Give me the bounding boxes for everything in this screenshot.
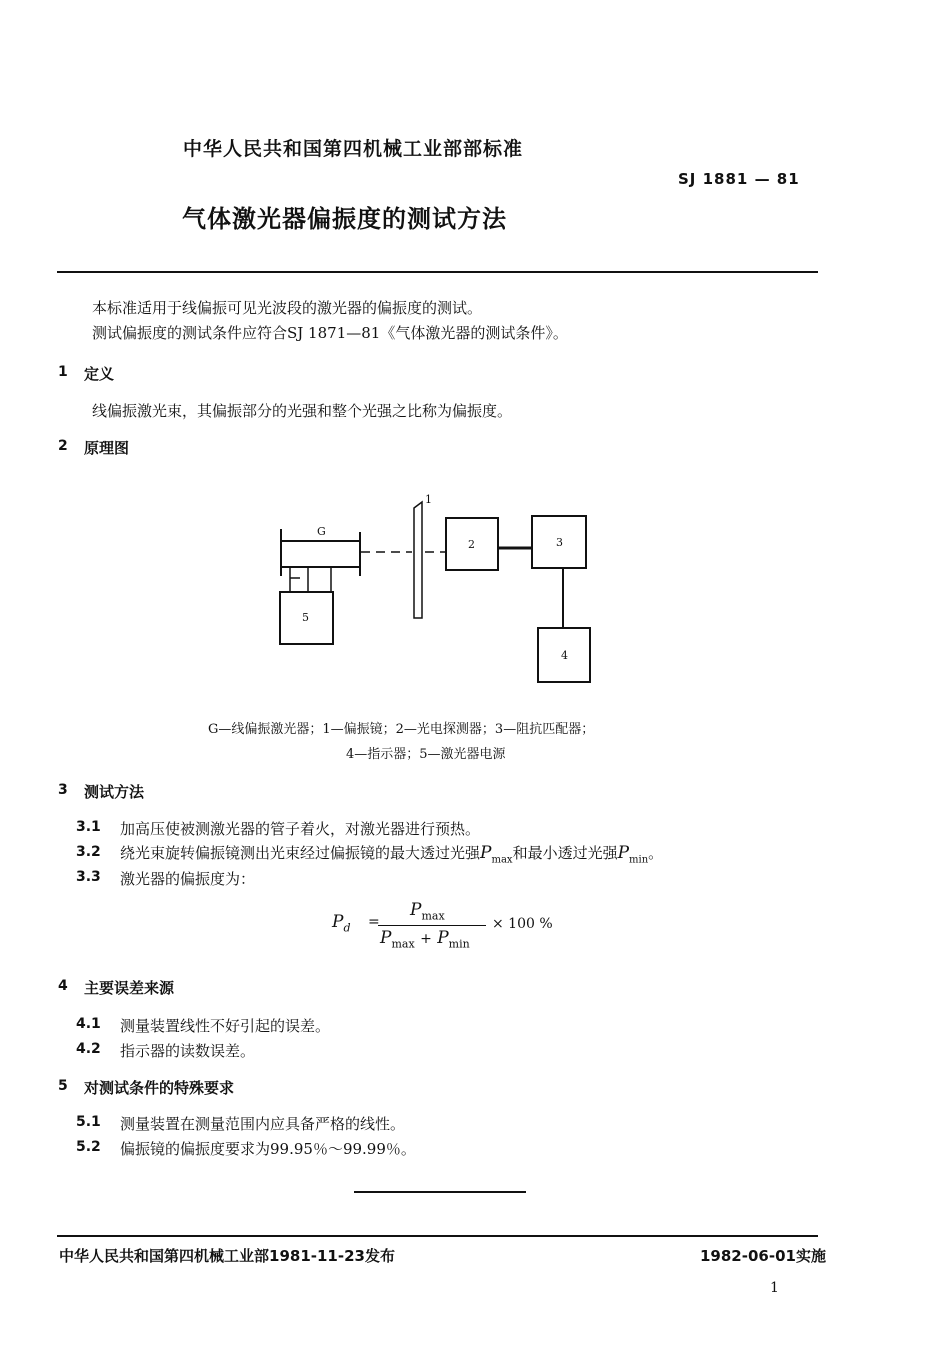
formula-lhs: $P_d$	[332, 912, 351, 935]
caption-line-2: 4—指示器；5—激光器电源	[346, 747, 506, 762]
standard-code: SJ 1881 — 81	[678, 170, 800, 188]
item-3-2-text-b: 和最小透过光强	[512, 844, 618, 862]
intro-line-2: 测试偏振度的测试条件应符合SJ 1871—81《气体激光器的测试条件》。	[92, 324, 568, 342]
section-1-text: 线偏振激光束，其偏振部分的光强和整个光强之比称为偏振度。	[92, 402, 513, 420]
item-3-3-text: 激光器的偏振度为：	[120, 870, 256, 888]
formula-multiplier: × 100 %	[492, 916, 553, 932]
pmin-inline: $P_{min}$	[617, 843, 649, 866]
section-2-number: 2	[58, 438, 68, 454]
document-title: 气体激光器偏振度的测试方法	[182, 205, 507, 233]
pmax-inline: $P_{max}$	[480, 843, 513, 866]
intro-line-1: 本标准适用于线偏振可见光波段的激光器的偏振度的测试。	[92, 299, 483, 317]
label-1: 1	[425, 493, 432, 506]
item-3-3-number: 3.3	[76, 869, 101, 885]
ministry-header: 中华人民共和国第四机械工业部部标准	[183, 138, 524, 160]
section-5-number: 5	[58, 1078, 68, 1094]
item-4-1-text: 测量装置线性不好引起的误差。	[120, 1017, 331, 1035]
item-5-2-number: 5.2	[76, 1139, 101, 1155]
item-4-1-number: 4.1	[76, 1016, 101, 1032]
label-2: 2	[468, 538, 475, 551]
formula-denominator: $P_{max} + P_{min}$	[380, 928, 470, 951]
label-g: G	[317, 525, 326, 538]
formula-fraction-bar	[378, 925, 486, 926]
item-3-1-text: 加高压使被测激光器的管子着火，对激光器进行预热。	[120, 820, 481, 838]
label-4: 4	[561, 649, 568, 662]
effective-date: 1982-06-01实施	[700, 1247, 826, 1265]
item-4-2-number: 4.2	[76, 1041, 101, 1057]
section-2-title: 原理图	[84, 439, 130, 457]
section-5-title: 对测试条件的特殊要求	[84, 1079, 235, 1097]
label-5: 5	[302, 611, 309, 624]
section-3-number: 3	[58, 782, 68, 798]
item-3-2-text	[120, 842, 663, 865]
item-5-2-text: 偏振镜的偏振度要求为99.95％～99.99％。	[120, 1140, 416, 1158]
end-rule	[354, 1191, 526, 1193]
polarizer-plate	[414, 502, 422, 618]
page-number: 1	[770, 1280, 779, 1296]
item-3-2-number: 3.2	[76, 844, 101, 860]
issued-date: 中华人民共和国第四机械工业部1981-11-23发布	[59, 1247, 395, 1265]
formula-equals: =	[368, 914, 380, 930]
item-5-1-text: 测量装置在测量范围内应具备严格的线性。	[120, 1115, 406, 1133]
caption-line-1: G—线偏振激光器；1—偏振镜；2—光电探测器；3—阻抗匹配器；	[208, 722, 595, 737]
section-4-number: 4	[58, 978, 68, 994]
section-4-title: 主要误差来源	[84, 979, 175, 997]
footer-rule	[57, 1235, 818, 1237]
formula-numerator: $P_{max}$	[410, 900, 445, 923]
section-3-title: 测试方法	[84, 783, 145, 801]
item-3-2-text-a: 绕光束旋转偏振镜测出光束经过偏振镜的最大透过光强	[120, 844, 481, 862]
item-5-1-number: 5.1	[76, 1114, 101, 1130]
item-4-2-text: 指示器的读数误差。	[120, 1042, 256, 1060]
section-1-title: 定义	[84, 365, 115, 383]
item-3-1-number: 3.1	[76, 819, 101, 835]
item-3-2-text-c: 。	[648, 844, 664, 862]
section-1-number: 1	[58, 364, 68, 380]
polarization-formula	[330, 900, 590, 960]
label-3: 3	[556, 536, 563, 549]
